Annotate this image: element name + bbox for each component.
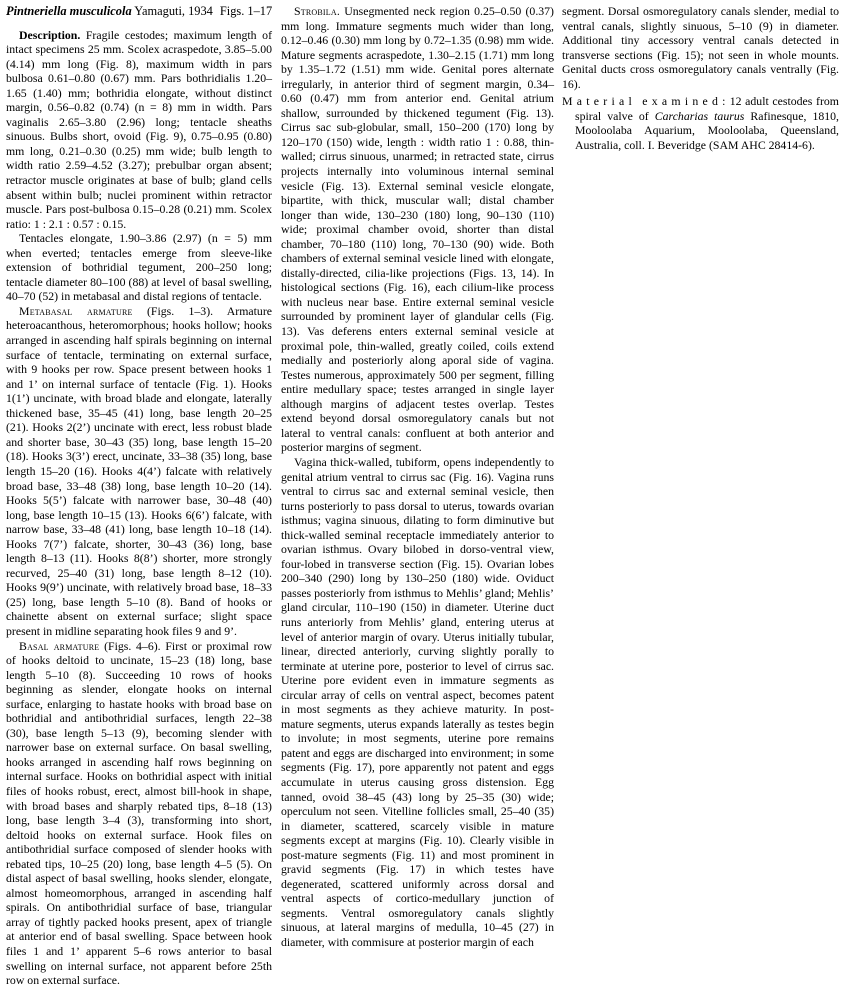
paragraph xyxy=(6,231,272,304)
section-lead-basal-armature: Basal armature xyxy=(19,638,100,653)
figure-reference: Figs. 1–17 xyxy=(219,4,273,18)
column-middle xyxy=(281,4,554,950)
section-lead-material-examined: M a t e r i a l e x a m i n e d : xyxy=(562,94,730,109)
body-text: Vagina thick-walled, tubiform, opens independently to genital atrium ventral to cirrus sac (Fig. 16). Vagina runs ventral to cirrus sac and external seminal vesicle, then turns posteriorly to pass dorsal to uterus, towards ovarian isthmus; vagina sinuous, dilating to form diminutive but thick-walled seminal receptacle immediately anterior to ovarian isthmus. Ovary bilobed in dorso-ventral view, four-lobed in transverse section (Fig. 15). Ovarian lobes 200–340 (290) long by 130–250 (180) wide. Oviduct passes posteriorly from isthmus to Mehlis’ gland; Mehlis’ gland circular, 110–190 (150) in diameter. Uterine duct runs anteriorly from Mehlis’ gland, entering uterus at level of anterior margin of ovary. Uterus initially tubular, linear, directed anteriorly, curving slightly porally to terminate at uterine pore, posterior to level of cirrus sac. Uterine pore evident even in immature segments as circular array of cells on ventral aspect, becomes patent in most segments as they achieve maturity. In post-mature segments, uterus expands laterally as testes begin to involute; in most segments, uterine pore remains patent and eggs are discharged into environment; in some segments (Fig. 17), pore apparently not patent and eggs accumulate in uterus causing gross distension. Egg tanned, ovoid 38–45 (43) long by 25–35 (30) wide; operculum not seen. Vitelline follicles small, 25–40 (35) in diameter, scattered, scarcely visible in mature segments except at margins (Fig. 10). Clearly visible in post-mature segments (Fig. 11) and most prominent in gravid segments (Fig. 17) in which testes have degenerated, scattered uniformly across dorsal and ventral aspects of cortico-medullary junction of segments. Ventral osmoregulatory canals slightly sinuous, at lateral margins of medulla, 10–45 (27) in diameter, with commisure at posterior margin of each xyxy=(281,454,554,949)
body-text: segment. Dorsal osmoregulatory canals slender, medial to ventral canals, slightly sinuous, 5–10 (9) in diameter. Additional tiny accessory ventral canals detected in transverse sections (Fig. 15); not seen in whole mounts. Genital ducts cross osmoregulatory canals ventrally (Fig. 16). xyxy=(562,4,839,91)
paragraph xyxy=(281,4,554,455)
column-right xyxy=(562,4,839,152)
body-text: Rafinesque, 1810, Mooloolaba Aquarium, Mooloolaba, Queensland, Australia, coll. I. Beveridge (SAM AHC 28414-6). xyxy=(575,108,839,152)
paragraph xyxy=(562,94,839,152)
body-text: Unsegmented neck region 0.25–0.50 (0.37) mm long. Immature segments much wider than long, 0.12–0.46 (0.30) mm long by 0.72–1.35 (0.98) mm wide. Mature segments acraspedote, 1.30–2.15 (1.71) mm long by 1.35–1.72 (1.51) mm wide. Genital pores alternate irregularly, in anterior third of segment margin, 0.34–0.60 (0.47) mm from anterior end. Genital atrium shallow, surrounded by thickened tegument (Fig. 13). Cirrus sac sub-globular, small, 150–200 (170) long by 120–170 (150) wide, length : width ratio 1 : 0.88, thin-walled; cirrus sinuous, unarmed; in retracted state, cirrus projects internally into voluminous internal seminal vesicle (Fig. 13). External seminal vesicle elongate, bipartite, with thick, muscular wall; distal chamber longer than wide, 130–230 (180) long, 90–130 (110) wide; proximal chamber ovoid, shorter than distal chamber, 70–180 (110) long, 70–130 (90) wide. Both chambers of external seminal vesicle lined with elongate, distally-directed, cilia-like projections (Figs. 13, 14). In histological sections (Fig. 16), each cilium-like process with nucleus near base. Entire external seminal vesicle surrounded by prominent layer of glandular cells (Fig. 13). Vas deferens enters external seminal vesicle at proximal pole, thin-walled, greatly coiled, coils extend medially and posteriorly along aporal side of vagina. Testes numerous, approximately 500 per segment, filling entire medullary space; testes arranged in single layer although margins of adjacent testes overlap. Testes extend beyond dorsal osmoregulatory canals but not lateral to ventral canals: confluent at both anterior and posterior margins of segment. xyxy=(281,4,554,455)
host-taxon-name: Carcharias taurus xyxy=(654,108,745,123)
body-text: Tentacles elongate, 1.90–3.86 (2.97) (n = 5) mm when everted; tentacles emerge from sleeve-like extension of bothridial tegument, 200–250 long; tentacle diameter 80–100 (88) at level of basal swelling, 40–70 (52) in metabasal and distal regions of tentacle. xyxy=(6,231,272,304)
taxon-authority: Yamaguti, 1934 xyxy=(131,4,213,18)
paragraph xyxy=(6,639,272,988)
column-left xyxy=(6,4,272,988)
article-title xyxy=(6,4,272,19)
body-text: (Figs. 1–3). Armature heteroacanthous, heteromorphous; hooks hollow; hooks arranged in ascending half spirals beginning on internal surface of tentacle, terminating on external surface, with 9 hooks per row. Space present between hooks 1 and 1’ on internal surface of tentacle (Fig. 1). Hooks 1(1’) uncinate, with broad blade and elongate, laterally thickened base, 35–45 (41) long, base length 20–25 (21). Hooks 2(2’) uncinate with erect, less robust blade and shorter base, 30–43 (35) long, base length 15–20 (18). Hooks 3(3’) erect, uncinate, 33–38 (35) long, base length 15–20 (16). Hooks 4(4’) falcate with relatively broad base, 33–48 (38) long, base length 10–20 (14). Hooks 5(5’) falcate with narrower base, 30–48 (40) long, base length 10–15 (13). Hooks 6(6’) falcate, with narrow base, 33–48 (41) long, base length 10–18 (14). Hooks 7(7’) falcate, shorter, 30–43 (36) long, base length 8–13 (11). Hooks 8(8’) shorter, more strongly recurved, 25–40 (31) long, base length 8–12 (10). Hooks 9(9’) uncinate, with relatively broad base, 18–33 (25) long, base length 5–10 (8). Band of hooks or chainette absent on external surface; slight space present in midline separating hook files 9 and 9’. xyxy=(6,303,272,638)
body-text: Fragile cestodes; maximum length of intact specimens 25 mm. Scolex acraspedote, 3.85–5.00 (4.14) mm long (Fig. 8), maximum width in pars bulbosa 0.61–0.80 (0.67) mm. Pars bothridialis 1.20–1.65 (1.40) mm; bothridia elongate, without distinct margin, 0.56–0.82 (0.74) (n = 8) mm in width. Pars vaginalis 2.65–3.80 (2.96) long; tentacle sheaths sinuous. Bulbs short, ovoid (Fig. 9), 0.75–0.95 (0.80) mm long, 0.21–0.30 (0.25) mm wide; bulb length to width ratio 2.59–4.52 (3.27); prebulbar organ absent; retractor muscle originates at base of bulb; gland cells absent within bulb; nuclei prominent within retractor muscle. Pars post-bulbosa 0.15–0.28 (0.21) mm. Scolex ratio: 1 : 2.1 : 0.57 : 0.15. xyxy=(6,27,272,231)
paragraph xyxy=(281,455,554,950)
paragraph xyxy=(6,28,272,232)
paragraph xyxy=(562,4,839,91)
section-lead-description: Description. xyxy=(19,27,81,42)
section-lead-strobila: Strobila. xyxy=(294,4,340,18)
section-lead-metabasal-armature: Metabasal armature xyxy=(19,303,133,318)
body-text: (Figs. 4–6). First or proximal row of hooks deltoid to uncinate, 15–23 (18) long, base length 5–10 (8). Succeeding 10 rows of hooks beginning as slender, elongate hooks on internal surface, enlarging to hastate hooks with broad base on bothridial and antibothridial surfaces, length 22–38 (30), base length 5–13 (9), becoming slender with narrower base on external surface. On basal swelling, hooks arranged in ascending half rows beginning on internal surface. Hooks on bothridial aspect with initial files of hooks robust, erect, almost bill-hook in shape, with broad bases and sharply rebated tips, 8–18 (13) long, base length 3–4 (3), transforming into short, deltoid hooks on external surface. Hook files on antibothridial surface composed of slender hooks with rebated tips, 10–25 (20) long, base length 4–5 (5). On distal aspect of basal swelling, hooks slender, elongate, almost homeomorphous, arranged in ascending half spirals. On antibothridial surface of base, triangular array of tightly packed hooks present, apex of triangle at anterior end of basal swelling. Space between hook files 1 and 1’ apparent 5–6 rows anterior to basal swelling on internal surface, not apparent before 25th row on external surface. xyxy=(6,638,273,988)
paragraph xyxy=(6,304,272,639)
taxon-name: Pintneriella musculicola xyxy=(6,4,132,18)
body-text: 12 adult cestodes from spiral valve of xyxy=(575,94,839,123)
